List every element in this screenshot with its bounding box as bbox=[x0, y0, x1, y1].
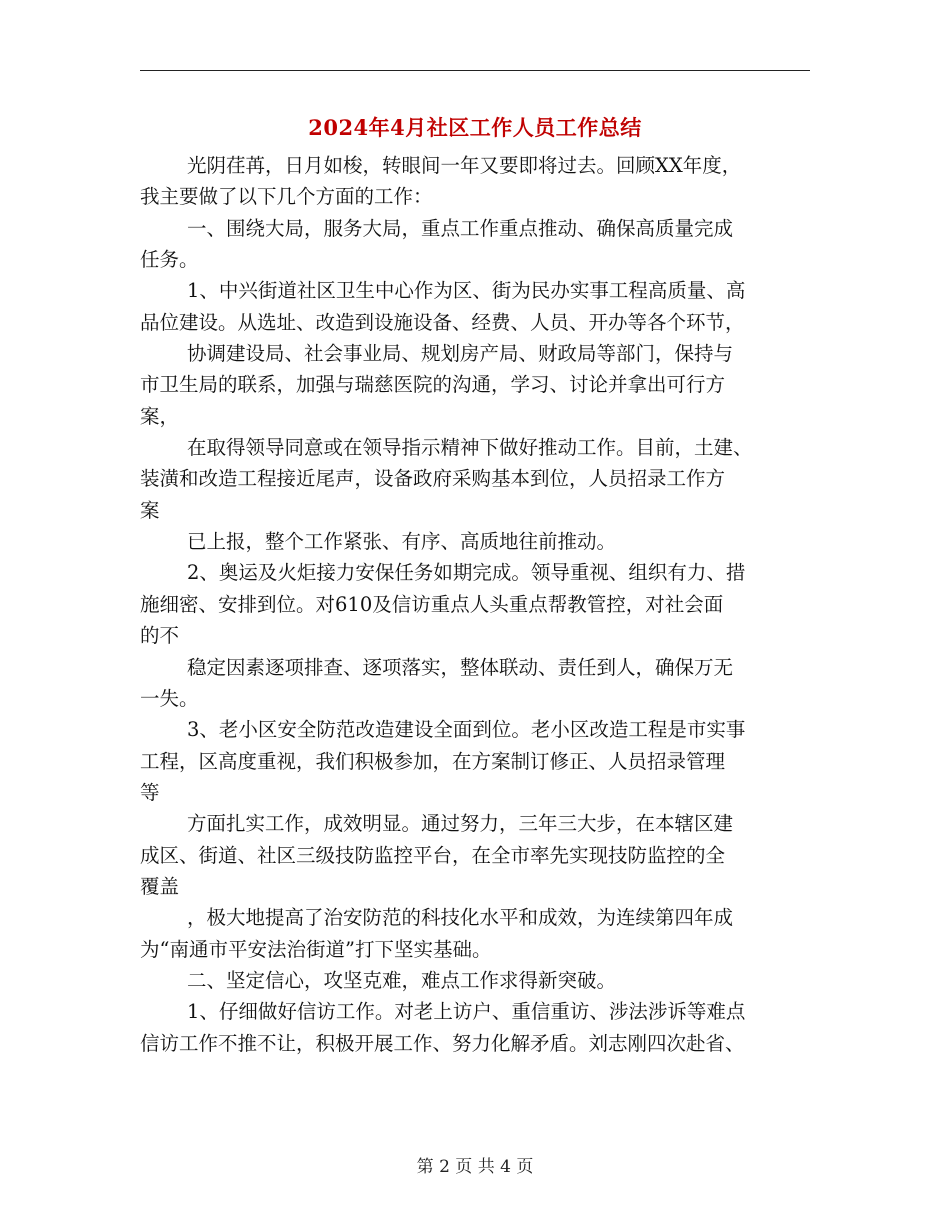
body-line: 任务。 bbox=[140, 248, 199, 272]
body-line: 1、中兴街道社区卫生中心作为区、街为民办实事工程高质量、高 bbox=[187, 279, 746, 303]
body-line: 案， bbox=[140, 404, 180, 428]
body-line: 为“南通市平安法治街道”打下坚实基础。 bbox=[140, 937, 492, 961]
body-line: 装潢和改造工程接近尾声，设备政府采购基本到位，人员招录工作方 bbox=[140, 467, 726, 491]
body-line: 等 bbox=[140, 780, 160, 804]
body-line: 的不 bbox=[140, 624, 180, 648]
body-line: 1、仔细做好信访工作。对老上访户、重信重访、涉法涉诉等难点 bbox=[187, 1000, 746, 1024]
body-line: 覆盖 bbox=[140, 874, 180, 898]
body-line: 协调建设局、社会事业局、规划房产局、财政局等部门，保持与 bbox=[187, 342, 734, 366]
body-line: 我主要做了以下几个方面的工作： bbox=[140, 185, 433, 209]
body-line: 一、围绕大局，服务大局，重点工作重点推动、确保高质量完成 bbox=[187, 216, 734, 240]
body-line: 品位建设。从选址、改造到设施设备、经费、人员、开办等各个环节， bbox=[140, 310, 745, 334]
body-line: 光阴荏苒，日月如梭，转眼间一年又要即将过去。回顾XX年度， bbox=[187, 154, 742, 177]
body-line: 方面扎实工作，成效明显。通过努力，三年三大步，在本辖区建 bbox=[187, 812, 734, 836]
body-line: ，极大地提高了治安防范的科技化水平和成效，为连续第四年成 bbox=[187, 906, 734, 930]
body-line: 稳定因素逐项排查、逐项落实，整体联动、责任到人，确保万无 bbox=[187, 655, 734, 679]
page-number: 第 2 页 共 4 页 bbox=[416, 1157, 534, 1177]
body-line: 工程，区高度重视，我们积极参加，在方案制订修正、人员招录管理 bbox=[140, 749, 726, 773]
body-line: 一失。 bbox=[140, 686, 199, 710]
body-line: 信访工作不推不让，积极开展工作、努力化解矛盾。刘志刚四次赴省、 bbox=[140, 1031, 745, 1055]
body-line: 施细密、安排到位。对610及信访重点人头重点帮教管控，对社会面 bbox=[140, 592, 724, 616]
body-line: 二、坚定信心，攻坚克难，难点工作求得新突破。 bbox=[187, 968, 617, 992]
document-body bbox=[140, 150, 810, 1059]
body-line: 案 bbox=[140, 498, 160, 522]
body-line: 成区、街道、社区三级技防监控平台，在全市率先实现技防监控的全 bbox=[140, 843, 726, 867]
body-line: 在取得领导同意或在领导指示精神下做好推动工作。目前，土建、 bbox=[187, 436, 753, 460]
body-line: 3、老小区安全防范改造建设全面到位。老小区改造工程是市实事 bbox=[187, 718, 746, 742]
body-line: 已上报，整个工作紧张、有序、高质地往前推动。 bbox=[187, 530, 617, 554]
body-line: 市卫生局的联系，加强与瑞慈医院的沟通，学习、讨论并拿出可行方 bbox=[140, 373, 726, 397]
header-rule bbox=[140, 70, 810, 71]
body-line: 2、奥运及火炬接力安保任务如期完成。领导重视、组织有力、措 bbox=[187, 561, 746, 585]
document-title: 2024年4月社区工作人员工作总结 bbox=[308, 115, 642, 140]
